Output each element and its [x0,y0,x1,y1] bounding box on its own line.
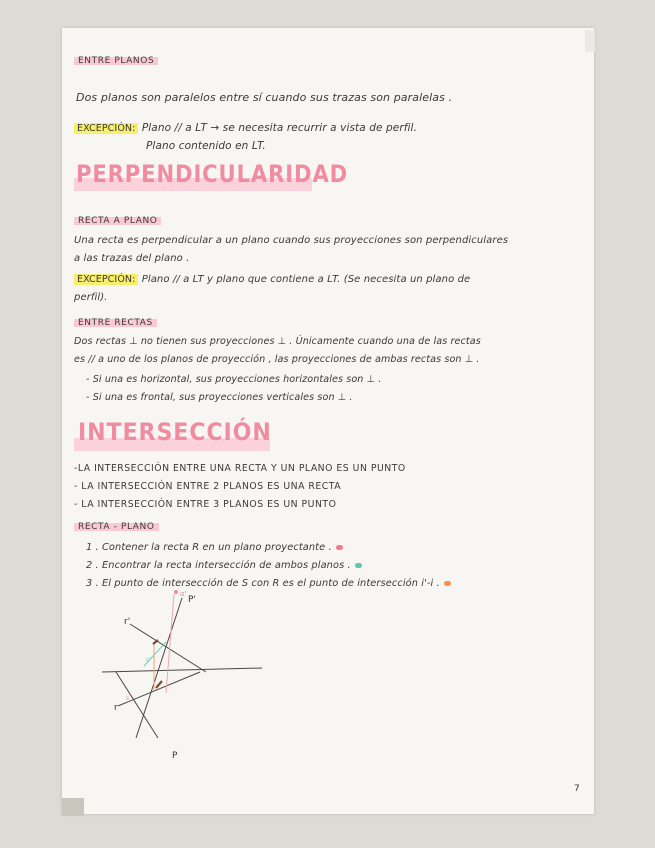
intersection-mark [153,640,158,644]
plane-trace-vertical [136,598,182,738]
interseccion-item-2: - LA INTERSECCIÓN ENTRE 2 PLANOS ES UNA RECTA [74,481,342,492]
entre-rectas-line2: es // a uno de los planos de proyección , las proyecciones de ambas rectas son ⊥ . [74,354,480,365]
teal-dot-icon [355,563,362,568]
step-3: 3 . El punto de intersección de S con R es el punto de intersección i'-i . [86,578,451,589]
label-s: s [126,695,130,702]
entre-rectas-bullet1: - Si una es horizontal, sus proyecciones horizontales son ⊥ . [86,374,382,385]
label-p: P [172,751,178,761]
label-s-prime: s' [146,657,151,664]
label-r: r [114,703,118,713]
label-entre-rectas: ENTRE RECTAS [74,318,157,328]
title-perpendicularidad: PERPENDICULARIDAD [76,160,349,188]
orange-dot-icon [444,581,451,586]
recta-plano-line2: a las trazas del plano . [74,253,190,264]
intersection-mark-2 [156,681,162,688]
step-1: 1 . Contener la recta R en un plano proyectante . [86,542,343,553]
entre-planos-line1: Dos planos son paralelos entre sí cuando sus trazas son paralelas . [76,91,453,104]
title-interseccion: INTERSECCIÓN [78,418,272,446]
r-line [118,672,200,706]
exception-line2: Plano contenido en LT. [146,140,266,152]
exception-tag: EXCEPCIÓN: [74,123,138,134]
step-2: 2 . Encontrar la recta intersección de ambos planos . [86,560,362,571]
interseccion-item-3: - LA INTERSECCIÓN ENTRE 3 PLANOS ES UN PUNTO [74,499,337,510]
interseccion-item-1: -LA INTERSECCIÓN ENTRE UNA RECTA Y UN PLANO ES UN PUNTO [74,463,406,474]
recta-exception-line2: perfil). [74,292,108,303]
projection-diagram [96,588,266,763]
lt-line [102,668,262,672]
label-r-prime: r' [124,617,131,627]
entre-rectas-line1: Dos rectas ⊥ no tienen sus proyecciones ⊥ . Únicamente cuando una de las rectas [74,336,481,347]
exception-line1: EXCEPCIÓN: Plano // a LT → se necesita recurrir a vista de perfil. [74,122,417,134]
page-number: 7 [574,784,580,794]
label-entre-planos: ENTRE PLANOS [74,56,158,66]
alpha-point [174,590,178,594]
plane-trace-horizontal [116,672,158,738]
label-recta-plano-2: RECTA - PLANO [74,522,159,532]
label-p-prime: P' [188,595,196,605]
recta-exception-line1: EXCEPCIÓN: Plano // a LT y plano que contiene a LT. (Se necesita un plano de [74,274,470,285]
page-tab-left [62,798,84,816]
page-tab-right [585,30,595,52]
recta-plano-line1: Una recta es perpendicular a un plano cuando sus proyecciones son perpendiculares [74,235,509,246]
pink-dot-icon [336,545,343,550]
entre-rectas-bullet2: - Si una es frontal, sus proyecciones verticales son ⊥ . [86,392,353,403]
label-recta-plano: RECTA A PLANO [74,216,161,226]
label-alpha-prime: α' [180,590,187,598]
